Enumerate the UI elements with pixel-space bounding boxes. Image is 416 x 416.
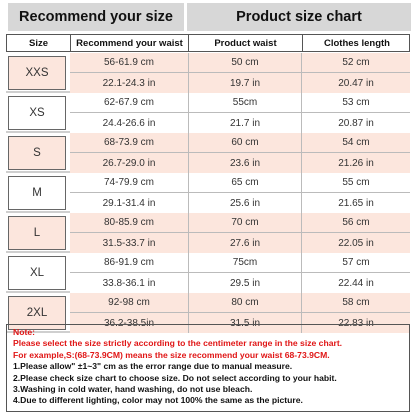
column-header-product-waist: Product waist xyxy=(189,35,303,51)
size-group-s xyxy=(6,133,410,173)
clothes-length-in: 22.44 in xyxy=(302,273,410,293)
product-waist-cm: 65 cm xyxy=(188,173,302,193)
product-waist-in: 19.7 in xyxy=(188,73,302,93)
clothes-length-cm: 53 cm xyxy=(302,93,410,113)
clothes-length-cm: 54 cm xyxy=(302,133,410,153)
recommend-waist-cm: 74-79.9 cm xyxy=(70,173,188,193)
size-label: M xyxy=(8,176,66,210)
size-group-xs xyxy=(6,93,410,133)
product-waist-in: 29.5 in xyxy=(188,273,302,293)
recommend-waist-in: 31.5-33.7 in xyxy=(70,233,188,253)
size-label: 2XL xyxy=(8,296,66,330)
clothes-length-cm: 52 cm xyxy=(302,53,410,73)
column-headers xyxy=(6,34,410,52)
product-waist-in: 25.6 in xyxy=(188,193,302,213)
note-line-6: 4.Due to different lighting, color may not 100% the same as the picture. xyxy=(13,395,303,406)
clothes-length-cm: 57 cm xyxy=(302,253,410,273)
recommend-waist-cm: 92-98 cm xyxy=(70,293,188,313)
recommend-waist-in: 26.7-29.0 in xyxy=(70,153,188,173)
product-waist-cm: 50 cm xyxy=(188,53,302,73)
column-header-size: Size xyxy=(7,35,71,51)
column-header-clothes-length: Clothes length xyxy=(324,37,390,49)
product-waist-cm: 80 cm xyxy=(188,293,302,313)
product-waist-in: 27.6 in xyxy=(188,233,302,253)
note-line-4: 2.Please check size chart to choose size. Do not select according to your habit. xyxy=(13,372,337,383)
clothes-length-in: 22.05 in xyxy=(302,233,410,253)
size-group-l xyxy=(6,213,410,253)
clothes-length-in: 21.65 in xyxy=(302,193,410,213)
product-waist-in: 21.7 in xyxy=(188,113,302,133)
clothes-length-in: 22.83 in xyxy=(302,313,410,333)
size-label: XL xyxy=(8,256,66,290)
recommend-waist-cm: 86-91.9 cm xyxy=(70,253,188,273)
note-line-3: 1.Please allow" ±1~3" cm as the error range due to manual measure. xyxy=(13,361,293,372)
size-group-m xyxy=(6,173,410,213)
column-header-recommend-waist: Recommend your waist xyxy=(71,35,189,51)
size-label: XS xyxy=(8,96,66,130)
note-line-2: For example,S:(68-73.9CM) means the size recommend your waist 68-73.9CM. xyxy=(13,349,330,360)
product-waist-in: 23.6 in xyxy=(188,153,302,173)
product-waist-cm: 75cm xyxy=(188,253,302,273)
note-line-1: Please select the size strictly according to the centimeter range in the size chart. xyxy=(13,338,343,349)
size-group-xxs xyxy=(6,53,410,93)
size-group-xl xyxy=(6,253,410,293)
size-rows xyxy=(6,53,410,333)
recommend-waist-cm: 68-73.9 cm xyxy=(70,133,188,153)
clothes-length-in: 21.26 in xyxy=(302,153,410,173)
recommend-size-header: Recommend your size xyxy=(8,3,184,31)
clothes-length-in: 20.87 in xyxy=(302,113,410,133)
clothes-length-in: 20.47 in xyxy=(302,73,410,93)
product-waist-in: 31.5 in xyxy=(188,313,302,333)
size-label: S xyxy=(8,136,66,170)
notes-box xyxy=(6,324,410,412)
clothes-length-cm: 56 cm xyxy=(302,213,410,233)
recommend-waist-cm: 62-67.9 cm xyxy=(70,93,188,113)
recommend-waist-cm: 56-61.9 cm xyxy=(70,53,188,73)
recommend-waist-cm: 80-85.9 cm xyxy=(70,213,188,233)
recommend-waist-in: 33.8-36.1 in xyxy=(70,273,188,293)
recommend-waist-in: 24.4-26.6 in xyxy=(70,113,188,133)
product-waist-cm: 70 cm xyxy=(188,213,302,233)
recommend-waist-in: 29.1-31.4 in xyxy=(70,193,188,213)
clothes-length-cm: 58 cm xyxy=(302,293,410,313)
product-waist-cm: 55cm xyxy=(188,93,302,113)
note-line-5: 3.Washing in cold water, hand washing, do not use bleach. xyxy=(13,384,253,395)
product-size-chart-header: Product size chart xyxy=(187,3,411,31)
note-title: Note: xyxy=(13,327,35,337)
recommend-waist-in: 22.1-24.3 in xyxy=(70,73,188,93)
recommend-waist-in: 36.2-38.5in xyxy=(70,313,188,333)
size-label: L xyxy=(8,216,66,250)
product-waist-cm: 60 cm xyxy=(188,133,302,153)
size-label: XXS xyxy=(8,56,66,90)
clothes-length-cm: 55 cm xyxy=(302,173,410,193)
